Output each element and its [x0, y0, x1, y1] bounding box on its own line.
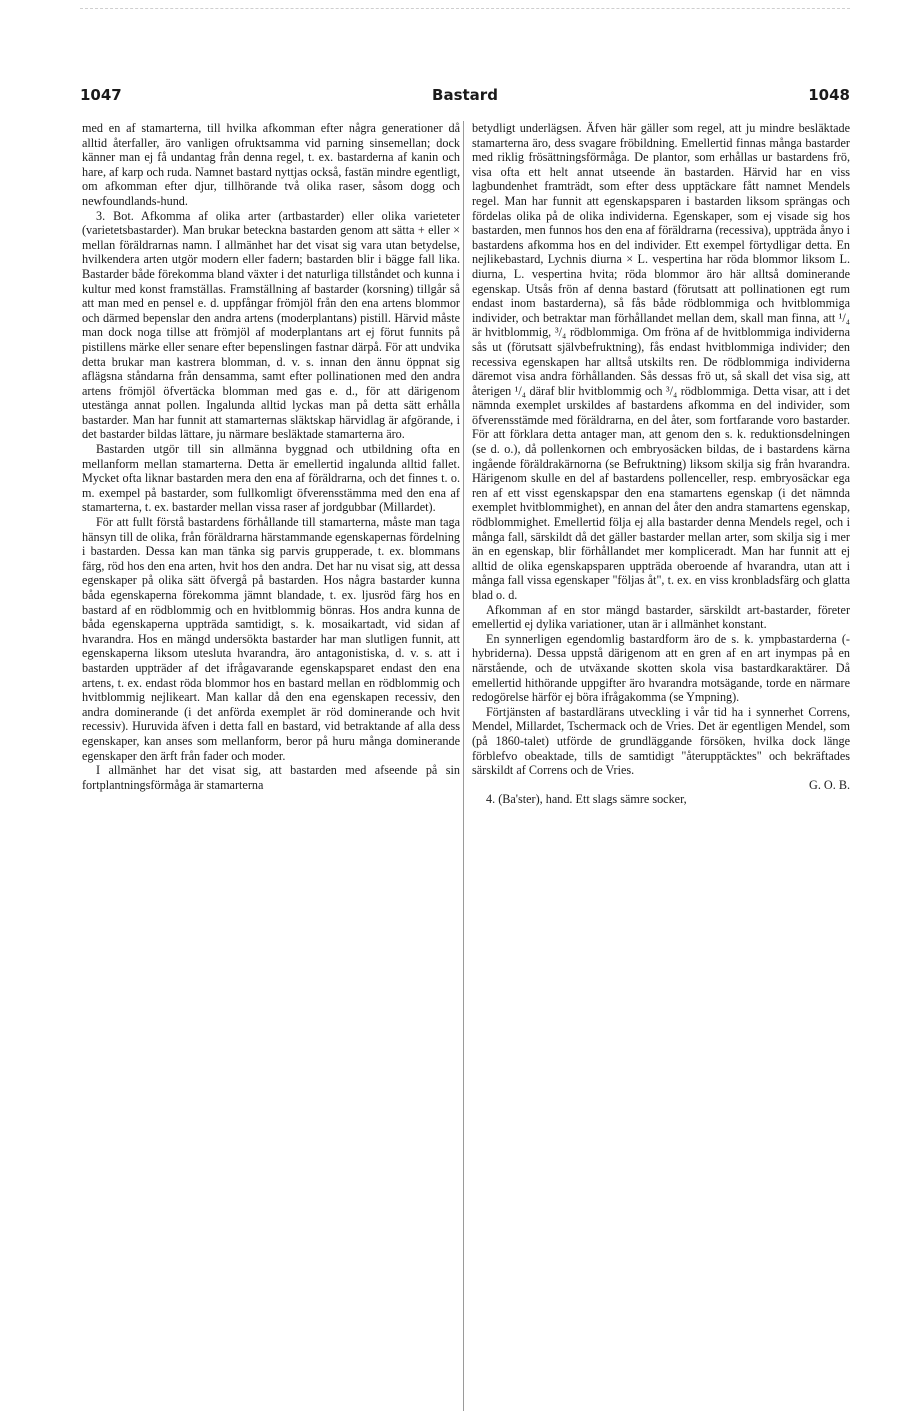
- paragraph: I allmänhet har det visat sig, att bastarden med afseende på sin fortplantningsförmåga är stamarterna: [82, 763, 460, 792]
- right-column: [472, 121, 850, 807]
- top-scan-rule: [80, 8, 850, 9]
- page-number-right: 1048: [808, 86, 850, 104]
- paragraph: En synnerligen egendomlig bastardform äro de s. k. ympbastarderna (-hybriderna). Dessa uppstå därigenom att en gren af en art inympas på en närstående, och de utväxande skotten skola visa bastardkaraktärer. Då emellertid hithörande uppgifter äro hvarandra motsägande, torde en närmare redogörelse härför ej böra ifrågakomma (se Ympning).: [472, 631, 850, 705]
- paragraph: För att fullt förstå bastardens förhållande till stamarterna, måste man taga hänsyn till de olika, från föräldrarna härstammande egenskapernas fördelning i bastarden. Dessa kan man tänka sig parvis grupperade, t. ex. blommans färg, röd hos den ena arten, hvit hos den andra. Det har nu visat sig, att dessa egenskaper på olika sätt öfvergå på bastarden. Hos några bastarder kunna båda egenskaperna förekomma jämnt blandade, t. ex. ljusröd färg hos en bastard af en rödblommig och en hvitblommig bönras. Hos andra kunna de båda egenskaperna uppträda samtidigt, s. k. mosaikartadt, vid sidan af hvarandra. Hos en mängd undersökta bastarder har man slutligen funnit, att egenskaperna liksom utesluta hvarandra, äro antagonistiska, d. v. s. att i bastarden uppträder af det ifrågavarande egenskapsparet endast den ena artens, t. ex. endast röda blommor hos en bastard mellan en rödblommig och hvitblommig nejlikeart. Man kallar då den ena egenskapen recessiv, den andra dominerande (i det anförda exemplet är röd dominerande och hvit recessiv). Huruvida äfven i detta fall en bastard, vid betraktande af alla dess egenskaper, kan anses som mellanform, beror på huru många dominerande egenskaper den ärft från fader och moder.: [82, 515, 461, 763]
- paragraph: Förtjänsten af bastardlärans utveckling i vår tid ha i synnerhet Correns, Mendel, Millardet, Tschermack och de Vries. Det är egentligen Mendel, som (på 1860-talet) utförde de grundläggande försöken, hvilka dock länge förblefvo obeaktade, tills de samtidigt "återupptäcktes" och bekräftades särskildt af Correns och de Vries.: [472, 704, 850, 778]
- author-signature: G. O. B.: [809, 777, 850, 792]
- paragraph: betydligt underlägsen. Äfven här gäller som regel, att ju mindre besläktade stamarterna äro, dess svagare fröbildning. Emellertid finnas många bastarder med riklig frösättningsförmåga. De plantor, som erhållas ur bastardens frö, visa ofta ett helt annat utseende än bastarden. Härvid har en viss lagbundenhet framträdt, som efter dess upptäckare fått namnet Mendels regel. Man har funnit att egenskapsparen i bastarden liksom sprängas och fördelas olika på de olika individerna. Egenskaper, som ej visade sig hos bastarden, men funnos hos den ena af föräldrarna (recessiva), uppträda ånyo i bastardens afkomma hos en del individer. Ett exempel förtydligar detta. En nejlikebastard, Lychnis diurna × L. vespertina har röda blommor liksom L. diurna, L. vespertina hvita; röda blommor äro här alltså dominerande egenskap. Utsås frön af denna bastard (förutsatt att pollinationen egt rum endast inom bastarderna), så fås både rödblommiga och hvitblommiga individer, och betraktar man förhållandet mellan dem, skall man finna, att ¹/₄ är hvitblommig, ³/₄ rödblommiga. Om fröna af de hvitblommiga individerna sås ut (förutsatt självbefruktning), fås endast hvitblommiga individer; den recessiva egenskapen har alltså utskilts ren. De rödblommiga individerna däremot visa andra förhållanden. Sås dessas frö ut, så skall det visa sig, att återigen ¹/₄ däraf blir hvitblommig och ³/₄ rödblommiga. Detta visar, att i det nämnda exemplet urskildes af bastardens afkomma en del individer, som öfverensstämde med föräldrarna, en del åter, som fortfarande voro bastarder. För att förklara detta antager man, att genom den s. k. reduktionsdelningen (se d. o.), då pollenkornen och embryosäcken bildas, de i bastardens kärna ingående föräldrakärnorna (se Befruktning) liksom skilja sig från hvarandra. Härigenom skulle en del af bastardens pollenceller, resp. embryosäckar ega ren af ett visst egenskapspar den ena stamartens egenskap (i det nämnda exemplet hvitblommighet), en annan del åter den andra stamartens egenskap, rödblommighet. Emellertid följa ej alla bastarder denna Mendels regel, och i många fall, särskildt då det gäller bastarder mellan arter, som skilja sig i mer än en egenskap, blir förhållandet mer kompliceradt. Man har funnit att ej alltid de olika egenskapsparen uppträda oberoende af hvarandra, utan att i många fall vissa egenskaper "följas åt", t. ex. en viss kronbladsfärg och glatta blad o. d.: [472, 121, 850, 602]
- page-title: Bastard: [432, 86, 498, 104]
- column-divider: [463, 121, 464, 1411]
- paragraph: 3. Bot. Afkomma af olika arter (artbastarder) eller olika varieteter (varietetsbastarder). Man brukar beteckna bastarden genom att sätta + eller × mellan föräldrarnas namn. I allmänhet har det visat sig vara utan betydelse, hvilkendera arten utgör modern eller fadern; bastarden blir i bägge fall lika. Bastarder både förekomma bland växter i det naturliga tillståndet och kunna i kultur med konst framställas. Framställning af bastarder (korsning) tillgår så att man med en pensel e. d. uppfångar frömjöl från den ena artens blommor och därmed bepenslar den andra artens (moderplantans) pistill. Härvid måste man dock noga tillse att frömjöl af moderplantans art ej förut funnits på pistillens märke eller senare efter bepenslingen fastnar därpå. För att undvika detta brukar man kastrera blomman, d. v. s. innan den ännu öppnat sig aflägsna ståndarna från densamma, samt efter pollinationen med den andra artens frömjöl öfvertäcka blomman med gas e. d., för att därigenom utestänga annat pollen. Ingalunda alltid lyckas man på detta sätt erhålla bastarder. Man har funnit att stamarternas släktskap härvidlag är afgörande, i det bastarder bildas lättare, ju närmare besläktade stamarterna äro.: [82, 208, 460, 442]
- page-number-left: 1047: [80, 86, 122, 104]
- page-header: [80, 86, 850, 108]
- left-column: [82, 121, 460, 792]
- paragraph: Bastarden utgör till sin allmänna byggnad och utbildning ofta en mellanform mellan stamarterna. Detta är emellertid ingalunda alltid fallet. Mycket ofta liknar bastarden mera den ena af föräldrarna, och det finnes t. o. m. exempel på bastarder, som fullkomligt öfverensstämma med den ena af stamarterna, t. ex. bastarder mellan vissa raser af jordgubbar (Millardet).: [82, 442, 460, 515]
- paragraph: 4. (Ba'ster), hand. Ett slags sämre socker,: [486, 792, 687, 807]
- paragraph: med en af stamarterna, till hvilka afkomman efter några generationer då alltid återfaller, äro vanligen ofruktsamma vid parning sinsemellan; dock känner man ej få undantag från denna regel, t. ex. bastarderna af kanin och hare, af karp och ruda. Namnet bastard nyttjas också, fastän mindre egentligt, om afkomman efter djur, tillhörande två olika raser, såsom dogg och newfoundlands-hund.: [82, 121, 460, 208]
- paragraph: Afkomman af en stor mängd bastarder, särskildt art-bastarder, företer emellertid ej dylika variationer, utan är i allmänhet konstant.: [472, 602, 850, 632]
